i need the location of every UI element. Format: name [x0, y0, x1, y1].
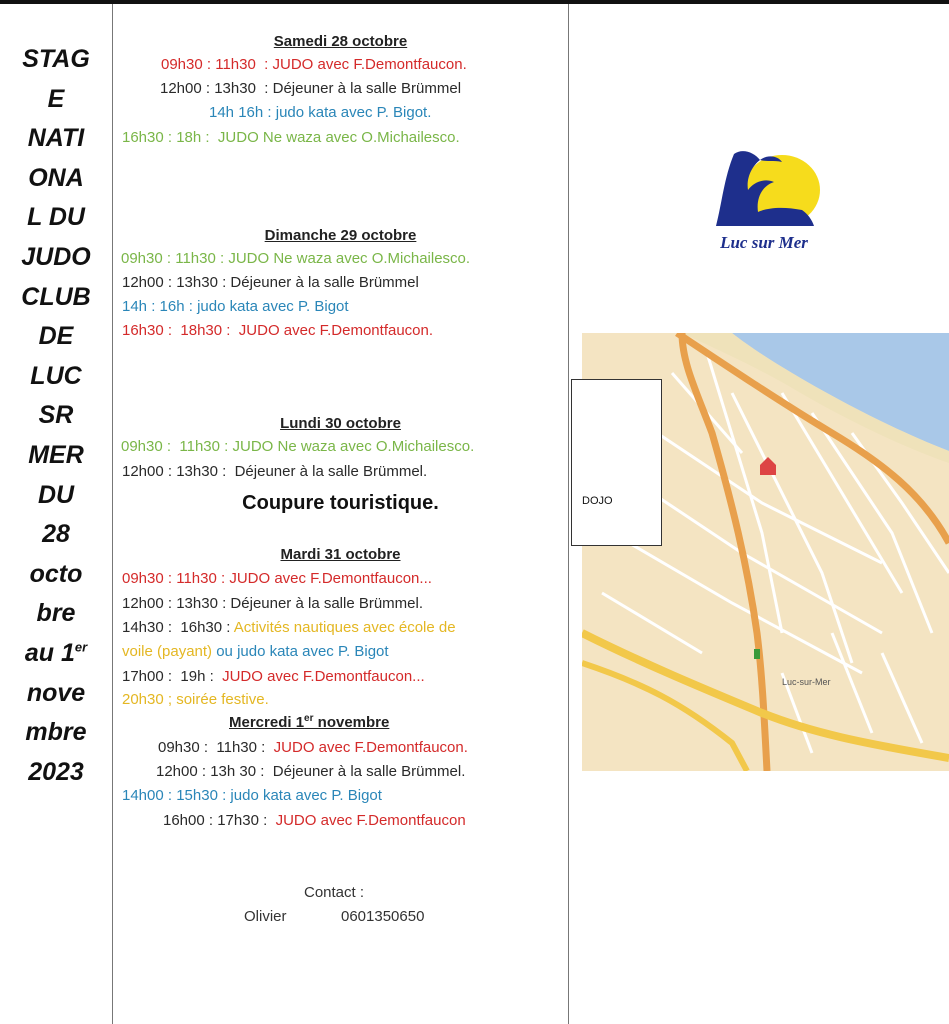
schedule-row: [122, 690, 269, 710]
row-time: 12h00 : 13h 30 :: [156, 763, 265, 780]
day-heading-samedi: Samedi 28 octobre: [273, 33, 408, 50]
heading-text: novembre: [313, 714, 390, 731]
row-time: 12h00 : 13h30 :: [122, 463, 227, 480]
row-time: 09h30 : 11h30 :: [122, 570, 226, 587]
row-activity: Activités nautiques avec école de: [230, 619, 456, 636]
schedule-row: [122, 273, 419, 293]
schedule-row: [160, 79, 461, 99]
row-activity: judo kata avec P. Bigot: [226, 787, 382, 804]
day-heading-dimanche: Dimanche 29 octobre: [264, 227, 417, 244]
tourist-break: Coupure touristique.: [242, 492, 439, 514]
row-time: 09h30 : 11h30 :: [121, 438, 229, 455]
schedule-row: [122, 667, 425, 687]
dojo-label: DOJO: [582, 495, 613, 507]
map-town-label: Luc-sur-Mer: [782, 677, 831, 687]
day-heading-mercredi: [229, 714, 389, 731]
row-activity: Déjeuner à la salle Brümmel.: [264, 763, 466, 780]
row-time: 16h00 : 17h30 :: [163, 812, 268, 829]
schedule-row: [163, 811, 466, 831]
day-heading-mardi: Mardi 31 octobre: [280, 546, 401, 563]
title-line: LUC: [30, 361, 82, 390]
schedule-row: [122, 297, 349, 317]
title-line: DE: [38, 322, 74, 351]
schedule-row: [122, 462, 427, 482]
schedule-row: [209, 103, 431, 123]
top-border: [0, 0, 949, 4]
title-line: STAG: [22, 45, 90, 73]
schedule-row: [158, 738, 468, 758]
luc-sur-mer-logo: [702, 148, 826, 258]
schedule-row: [122, 618, 456, 638]
dojo-box: [571, 379, 662, 546]
row-time: 09h30 : 11h30 :: [161, 56, 269, 73]
row-time: 14h : 16h :: [122, 298, 193, 315]
title-line: nove: [26, 678, 86, 707]
heading-sup: er: [304, 713, 314, 724]
title-line: L DU: [27, 203, 85, 232]
row-time: 17h00 : 19h :: [122, 668, 214, 685]
row-activity: Déjeuner à la salle Brümmel: [226, 274, 419, 291]
schedule-row: [122, 642, 389, 662]
row-activity: judo kata avec P. Bigot.: [271, 104, 432, 121]
contact-name: Olivier: [244, 908, 287, 925]
title-sup: er: [74, 639, 88, 655]
row-activity: judo kata avec P. Bigot: [192, 298, 349, 315]
row-activity: JUDO avec F.Demontfaucon.: [265, 739, 468, 756]
schedule-row: [122, 128, 460, 148]
title-line: E: [47, 84, 65, 113]
fold-line-right: [568, 4, 569, 1024]
row-time: 16h30 : 18h30 :: [122, 322, 231, 339]
row-activity: JUDO avec F.Demontfaucon: [267, 812, 466, 829]
title-line: 28: [42, 520, 70, 549]
title-line: 2023: [28, 757, 84, 786]
title-line: mbre: [25, 718, 87, 747]
day-heading-lundi: Lundi 30 octobre: [280, 415, 401, 432]
title-line: octo: [29, 559, 83, 588]
title-column: [0, 40, 112, 792]
row-time: 20h30 ; soirée festive.: [122, 691, 269, 708]
schedule-row: [156, 762, 465, 782]
title-line: JUDO: [21, 242, 91, 271]
row-time: 09h30 : 11h30 :: [121, 250, 225, 267]
row-time: 16h30 : 18h :: [122, 129, 210, 146]
logo-text: Luc sur Mer: [720, 233, 808, 252]
row-activity: JUDO Ne waza avec O.Michailesco.: [209, 129, 460, 146]
schedule-row: [121, 249, 470, 269]
row-activity: JUDO avec F.Demontfaucon.: [268, 56, 467, 73]
row-time: 14h00 : 15h30 :: [122, 787, 227, 804]
row-time: 14h30 : 16h30 :: [122, 619, 231, 636]
title-line: au 1er: [24, 638, 88, 667]
row-activity: JUDO Ne waza avec O.Michailesco.: [228, 438, 475, 455]
row-activity: Déjeuner à la salle Brümmel.: [226, 595, 424, 612]
schedule-row: [122, 594, 423, 614]
row-time: 12h00 : 13h30 :: [122, 595, 227, 612]
title-line: SR: [38, 401, 74, 430]
row-activity: JUDO avec F.Demontfaucon...: [213, 668, 425, 685]
title-line: ONA: [28, 163, 84, 192]
row-time: 09h30 : 11h30 :: [158, 739, 266, 756]
title-line: DU: [37, 480, 75, 509]
logo-graphic: [702, 148, 826, 258]
row-activity: JUDO Ne waza avec O.Michailesco.: [224, 250, 471, 267]
row-time: 12h00 : 13h30 :: [122, 274, 227, 291]
title-line: MER: [28, 440, 84, 469]
schedule-row: [122, 321, 433, 341]
row-time: voile (payant): [122, 643, 213, 660]
row-activity: Déjeuner à la salle Brümmel.: [226, 463, 428, 480]
schedule-row: [161, 55, 467, 75]
row-activity: Déjeuner à la salle Brümmel: [268, 80, 462, 97]
row-time: 12h00 : 13h30 :: [160, 80, 269, 97]
row-time: 14h 16h :: [209, 104, 272, 121]
title-line: bre: [36, 599, 76, 628]
row-activity: JUDO avec F.Demontfaucon...: [225, 570, 432, 587]
map-marker: [754, 649, 760, 659]
schedule-row: [122, 786, 382, 806]
row-activity: JUDO avec F.Demontfaucon.: [230, 322, 434, 339]
title-line: CLUB: [21, 282, 91, 311]
title-line: NATI: [27, 124, 85, 153]
schedule-row: [122, 569, 432, 589]
heading-text: Mercredi 1: [229, 714, 305, 731]
contact-label: Contact :: [304, 884, 365, 901]
row-activity: ou judo kata avec P. Bigot: [212, 643, 389, 660]
contact-phone[interactable]: 0601350650: [341, 908, 425, 925]
schedule-row: [121, 437, 474, 457]
